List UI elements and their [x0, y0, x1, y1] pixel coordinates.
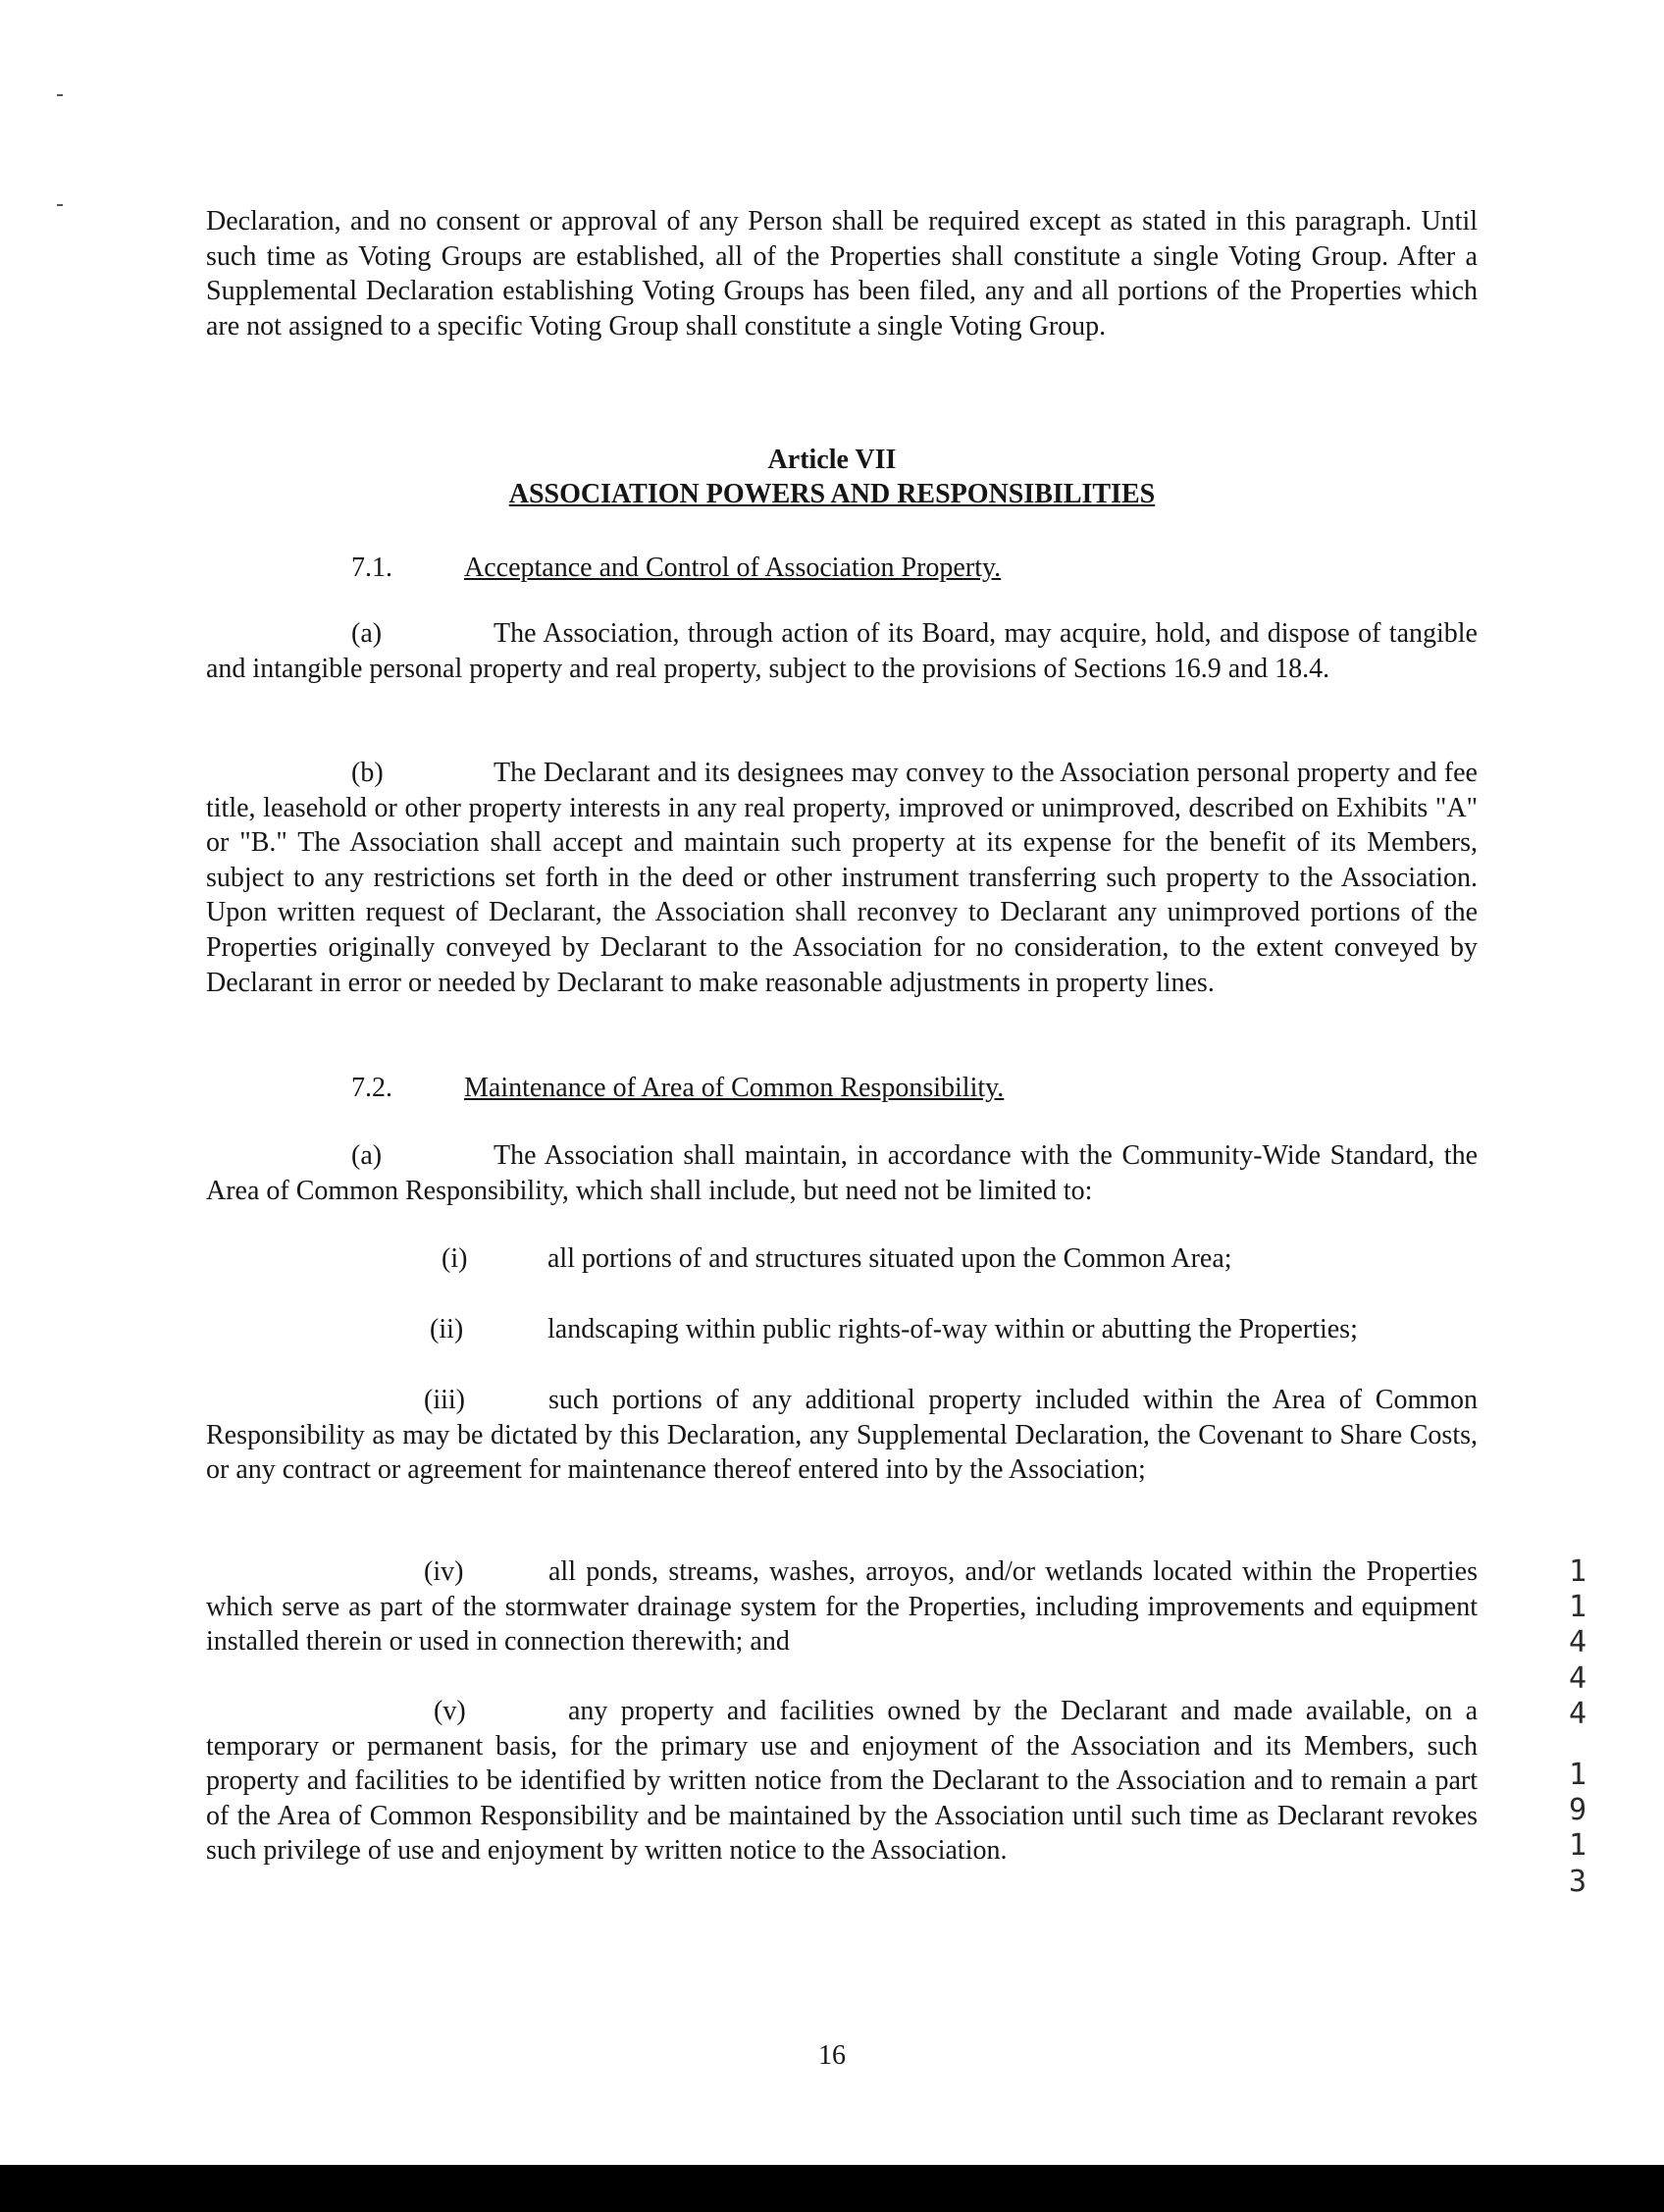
- subsection-label: (a): [351, 618, 383, 649]
- item-label: (iv): [424, 1556, 464, 1587]
- subsection-text: The Declarant and its designees may convey to the Association personal property and fee title, leasehold or other property interests in any real property, improved or unimproved, described on Exhibits "A" or "B." The Association shall accept and maintain such property at its expense for the benefit of its Members, subject to any restrictions set forth in the deed or other instrument transferring such property to the Association. Upon written request of Declarant, the Association shall reconvey to Declarant any unimproved portions of the Properties originally conveyed by Declarant to the Association for no consideration, to the extent conveyed by Declarant in error or needed by Declarant to make reasonable adjustments in property lines.: [206, 758, 1478, 998]
- section-7-1-heading: [351, 552, 1234, 585]
- item-label: (v): [434, 1696, 466, 1726]
- article-number: Article VII: [767, 445, 897, 475]
- section-number: 7.1.: [351, 553, 392, 583]
- section-7-1-a: [206, 616, 1478, 686]
- stamp-digit: 4: [1568, 1660, 1587, 1696]
- item-text: landscaping within public rights-of-way within or abutting the Properties;: [547, 1314, 1358, 1344]
- subsection-text: The Association, through action of its Board, may acquire, hold, and dispose of tangible and intangible personal property and real property, subject to the provisions of Sections 16.9 and 18.4.: [206, 618, 1478, 684]
- item-label: (i): [442, 1243, 468, 1274]
- stamp-gap: [1558, 1732, 1597, 1758]
- section-title: Maintenance of Area of Common Responsibility.: [464, 1073, 1005, 1103]
- stamp-digit: 1: [1568, 1554, 1587, 1589]
- item-text: any property and facilities owned by the Declarant and made available, on a temporary or permanent basis, for the primary use and enjoyment of the Association and its Members, such property and facilities to be identified by written notice from the Declarant to the Association and to remain a part of the Area of Common Responsibility and be maintained by the Association until such time as Declarant revokes such privilege of use and enjoyment by written notice to the Association.: [206, 1696, 1478, 1867]
- item-text: such portions of any additional property included within the Area of Common Responsibility as may be dictated by this Declaration, any Supplemental Declaration, the Covenant to Share Costs, or any contract or agreement for maintenance thereof entered into by the Association;: [206, 1385, 1478, 1486]
- stamp-digit: 4: [1568, 1625, 1587, 1660]
- scan-border: [0, 2165, 1664, 2212]
- section-7-2-heading: [351, 1072, 1234, 1105]
- section-7-2-item-iii: [206, 1383, 1478, 1488]
- item-text: all portions of and structures situated upon the Common Area;: [547, 1243, 1232, 1274]
- section-7-2-item-iv: [206, 1554, 1478, 1659]
- stamp-digit: 1: [1568, 1590, 1587, 1625]
- section-title: Acceptance and Control of Association Property.: [464, 553, 1002, 583]
- intro-paragraph: Declaration, and no consent or approval of any Person shall be required except as stated in this paragraph. Until such time as Voting Groups are established, all of the Properties shall constitute a single Voting Group. After a Supplemental Declaration establishing Voting Groups has been filed, any and all portions of the Properties which are not assigned to a specific Voting Group shall constitute a single Voting Group.: [206, 206, 1478, 342]
- scan-mark: [57, 204, 63, 206]
- section-7-1-b: [206, 756, 1478, 1000]
- stamp-digit: 4: [1568, 1696, 1587, 1731]
- subsection-label: (b): [351, 758, 384, 788]
- item-label: (iii): [424, 1385, 465, 1415]
- stamp-digit: 1: [1568, 1828, 1587, 1864]
- item-text: all ponds, streams, washes, arroyos, and/or wetlands located within the Properties which serve as part of the stormwater drainage system for the Properties, including improvements and equipment installed therein or used in connection therewith; and: [206, 1556, 1478, 1658]
- section-7-2-a: [206, 1138, 1478, 1208]
- item-label: (ii): [430, 1314, 464, 1344]
- section-number: 7.2.: [351, 1073, 392, 1103]
- article-title: ASSOCIATION POWERS AND RESPONSIBILITIES: [508, 479, 1156, 509]
- scan-mark: [57, 94, 63, 96]
- stamp-digit: 3: [1568, 1864, 1587, 1899]
- stamp-digit: 9: [1568, 1793, 1587, 1828]
- recording-stamp: [1558, 1554, 1597, 1900]
- page-number: 16: [818, 2040, 846, 2071]
- stamp-digit: 1: [1568, 1758, 1587, 1793]
- section-7-2-item-v: [206, 1694, 1478, 1869]
- subsection-text: The Association shall maintain, in accordance with the Community-Wide Standard, the Area of Common Responsibility, which shall include, but need not be limited to:: [206, 1140, 1478, 1206]
- subsection-label: (a): [351, 1140, 383, 1171]
